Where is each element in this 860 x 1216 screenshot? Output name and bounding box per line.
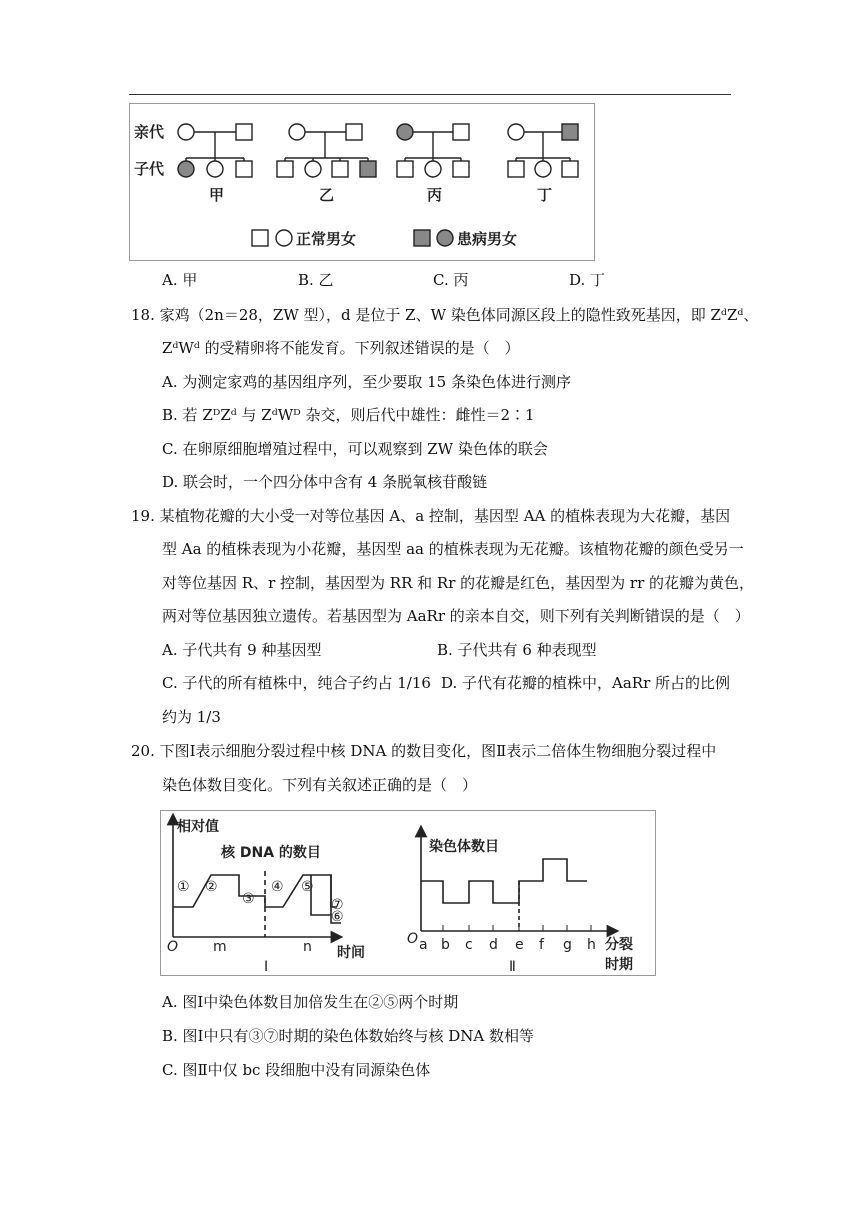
graph1-stage-2: ② xyxy=(205,879,218,895)
q20-option-a: A. 图Ⅰ中染色体数目加倍发生在②⑤两个时期 xyxy=(162,993,459,1011)
pedigree-label-jia: 甲 xyxy=(209,186,225,204)
graph1-stage-7: ⑦ xyxy=(331,897,344,913)
graph-figure xyxy=(160,810,656,976)
graph1-tick-n: n xyxy=(303,939,312,955)
q19-option-d: D. 子代有花瓣的植株中，AaRr 所占的比例 xyxy=(441,674,731,692)
q19-stem-line2: 型 Aa 的植株表现为小花瓣，基因型 aa 的植株表现为无花瓣。该植物花瓣的颜色受另一 xyxy=(162,540,744,558)
header-rule xyxy=(129,94,731,95)
q19-option-b: B. 子代共有 6 种表现型 xyxy=(437,641,597,659)
graph2-tick-b: b xyxy=(441,937,450,953)
graph2-numeral: Ⅱ xyxy=(509,959,516,975)
graph1-xlabel: 时间 xyxy=(337,945,365,961)
graph1-numeral: Ⅰ xyxy=(264,959,269,975)
graph1-title: 核 DNA 的数目 xyxy=(221,845,321,861)
graph2-tick-g: g xyxy=(563,937,572,953)
q18-stem-line2: ZᵈWᵈ 的受精卵将不能发育。下列叙述错误的是（ ） xyxy=(162,339,520,357)
pedigree-label-yi: 乙 xyxy=(319,186,335,204)
q17-option-a: A. 甲 xyxy=(162,271,198,289)
q17-option-b: B. 乙 xyxy=(298,271,334,289)
pedigree-label-ding: 丁 xyxy=(537,186,553,204)
pedigree-svg xyxy=(130,104,596,262)
q17-option-c: C. 丙 xyxy=(433,271,469,289)
graph2-title: 染色体数目 xyxy=(429,839,499,855)
q18-option-a: A. 为测定家鸡的基因组序列，至少要取 15 条染色体进行测序 xyxy=(162,373,571,391)
graph2-xlabel-1: 分裂 xyxy=(605,937,633,953)
legend-normal: 正常男女 xyxy=(296,230,357,248)
graph2-tick-d: d xyxy=(489,937,498,953)
graph1-stage-4: ④ xyxy=(271,879,284,895)
graph1-stage-3: ③ xyxy=(242,891,255,907)
graph2-tick-c: c xyxy=(465,937,473,953)
q18-stem-line1: 18. 家鸡（2n＝28，ZW 型），d 是位于 Z、W 染色体同源区段上的隐性致死基因，即 ZᵈZᵈ、 xyxy=(131,306,759,324)
graph1-stage-6: ⑥ xyxy=(331,909,344,925)
graph2-tick-f: f xyxy=(539,937,544,953)
graph2-origin: O xyxy=(407,931,419,947)
graph-svg xyxy=(161,811,657,977)
graph2-tick-h: h xyxy=(587,937,596,953)
graph1-ylabel: 相对值 xyxy=(177,819,219,835)
row-parent-label: 亲代 xyxy=(134,123,165,141)
q20-stem-line1: 20. 下图Ⅰ表示细胞分裂过程中核 DNA 的数目变化，图Ⅱ表示二倍体生物细胞分裂过程中 xyxy=(131,742,717,760)
q19-stem-line4: 两对等位基因独立遗传。若基因型为 AaRr 的亲本自交，则下列有关判断错误的是（ ） xyxy=(162,607,750,625)
q20-option-b: B. 图Ⅰ中只有③⑦时期的染色体数始终与核 DNA 数相等 xyxy=(162,1027,535,1045)
q20-stem-line2: 染色体数目变化。下列有关叙述正确的是（ ） xyxy=(162,776,478,794)
pedigree-figure xyxy=(129,103,595,261)
q19-option-c: C. 子代的所有植株中，纯合子约占 1/16 xyxy=(162,674,431,692)
q18-option-d: D. 联会时，一个四分体中含有 4 条脱氧核苷酸链 xyxy=(162,473,488,491)
graph2-xlabel-2: 时期 xyxy=(605,957,633,973)
q19-option-a: A. 子代共有 9 种基因型 xyxy=(162,641,322,659)
graph2-tick-a: a xyxy=(419,937,428,953)
q18-option-b: B. 若 ZᴰZᵈ 与 ZᵈWᴰ 杂交，则后代中雄性：雌性＝2∶1 xyxy=(162,406,535,424)
row-child-label: 子代 xyxy=(134,160,165,178)
legend-affected: 患病男女 xyxy=(457,230,518,248)
graph1-tick-m: m xyxy=(213,939,227,955)
graph1-stage-5: ⑤ xyxy=(301,879,314,895)
q20-option-c: C. 图Ⅱ中仅 bc 段细胞中没有同源染色体 xyxy=(162,1061,431,1079)
q19-stem-line1: 19. 某植物花瓣的大小受一对等位基因 A、a 控制，基因型 AA 的植株表现为大花瓣，基因 xyxy=(131,507,731,525)
graph2-tick-e: e xyxy=(515,937,524,953)
q19-option-d-cont: 约为 1/3 xyxy=(162,708,221,726)
q18-option-c: C. 在卵原细胞增殖过程中，可以观察到 ZW 染色体的联会 xyxy=(162,440,548,458)
q19-stem-line3: 对等位基因 R、r 控制，基因型为 RR 和 Rr 的花瓣是红色，基因型为 rr 的花瓣为黄色， xyxy=(162,574,755,592)
graph1-stage-1: ① xyxy=(177,879,190,895)
q17-option-d: D. 丁 xyxy=(569,271,606,289)
graph1-origin: O xyxy=(167,939,179,955)
pedigree-label-bing: 丙 xyxy=(427,186,443,204)
